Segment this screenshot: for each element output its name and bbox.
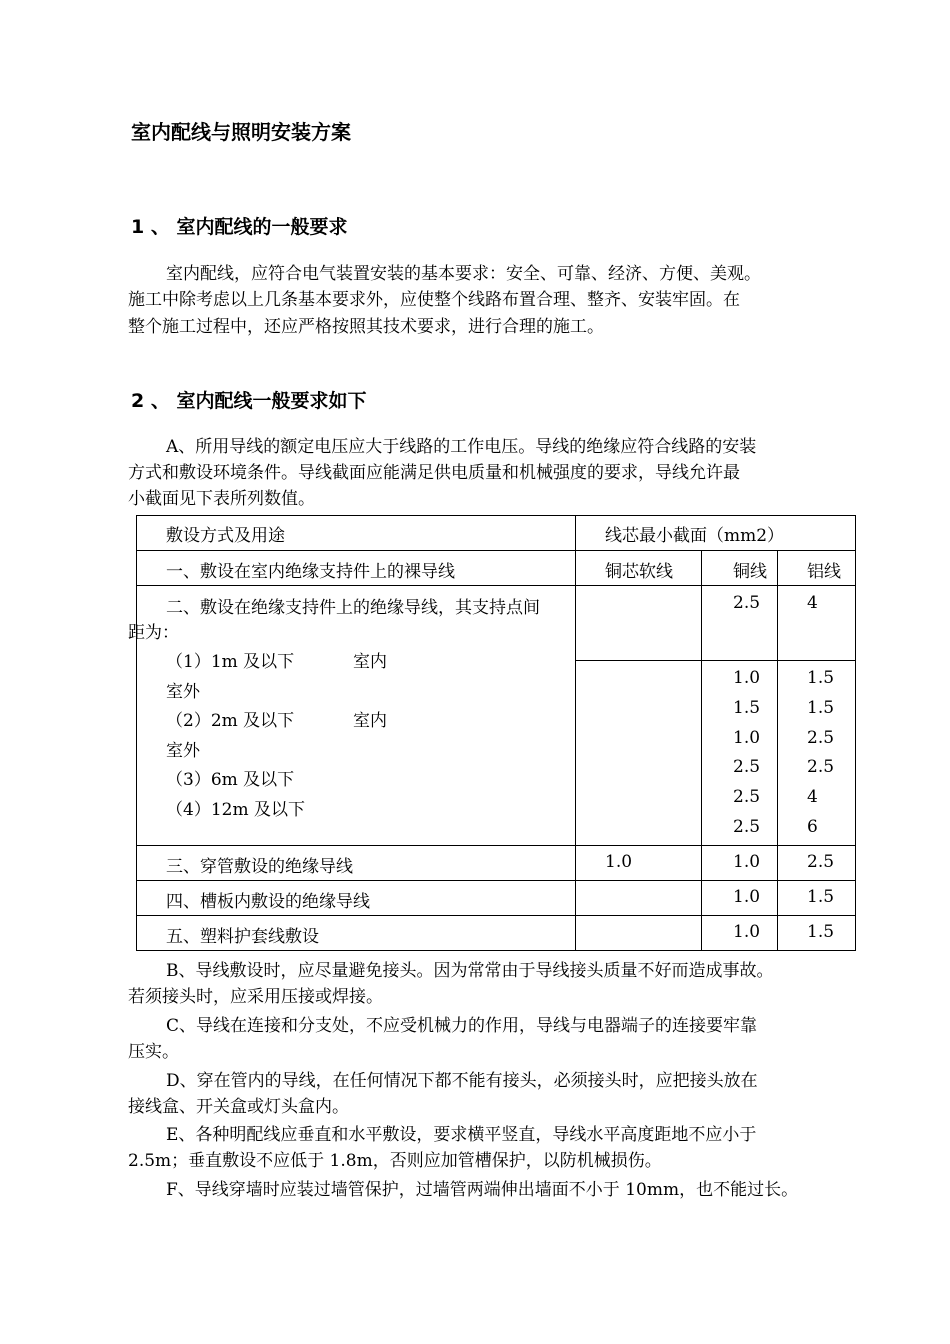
section-2-intro-line-2: 方式和敷设环境条件。导线截面应能满足供电质量和机械强度的要求，导线允许最 [128,463,740,483]
table-row-4-copper: 1.0 [733,887,761,907]
paragraph-d-line-1: D、穿在管内的导线，在任何情况下都不能有接头，必须接头时，应把接头放在 [166,1071,758,1091]
section-2-heading: 2 、 室内配线一般要求如下 [131,390,367,412]
paragraph-e-line-1: E、各种明配线应垂直和水平敷设，要求横平竖直，导线水平高度距地不应小于 [166,1125,757,1145]
document-title: 室内配线与照明安装方案 [131,120,351,144]
paragraph-c-line-2: 压实。 [128,1042,179,1062]
paragraph-d-line-2: 接线盒、开关盒或灯头盒内。 [128,1097,349,1117]
paragraph-b-line-1: B、导线敷设时，应尽量避免接头。因为常常由于导线接头质量不好而造成事故。 [166,961,774,981]
table-row-2-sub-2-outdoor: 室外 [166,741,200,761]
table-header-min-section: 线芯最小截面（mm2） [605,526,785,546]
section-1-line-3: 整个施工过程中，还应严格按照其技术要求，进行合理的施工。 [128,317,604,337]
table-row-2-label-line-2: 距为： [128,623,179,643]
table-rule [136,915,855,916]
paragraph-b-line-2: 若须接头时，应采用压接或焊接。 [128,987,383,1007]
table-row-3-copper: 1.0 [733,852,761,872]
table-row-3-label: 三、穿管敷设的绝缘导线 [166,857,353,877]
table-row-5-aluminum: 1.5 [807,922,835,942]
table-row-5-label: 五、塑料护套线敷设 [166,927,319,947]
paragraph-e-line-2: 2.5m；垂直敷设不应低于 1.8m，否则应加管槽保护，以防机械损伤。 [128,1151,662,1171]
table-header-aluminum: 铝线 [807,562,841,582]
table-row-4-aluminum: 1.5 [807,887,835,907]
table-rule [136,550,855,551]
table-row-2-copper-value: 2.5 [733,787,761,807]
table-border-top [136,515,855,516]
table-header-soft-copper: 铜芯软线 [605,562,673,582]
section-2-intro-line-3: 小截面见下表所列数值。 [128,489,315,509]
table-border-bottom [136,950,855,951]
table-rule [701,550,702,951]
table-row-2-copper-top: 2.5 [733,593,761,613]
table-row-2-sub-1-outdoor: 室外 [166,682,200,702]
table-row-2-copper-value: 2.5 [733,817,761,837]
table-row-2-aluminum-value: 1.5 [807,668,835,688]
table-row-2-sub-1-indoor: 室内 [353,652,387,672]
table-rule [136,585,855,586]
table-border-right [855,515,856,951]
table-row-2-aluminum-value: 1.5 [807,698,835,718]
table-row-2-aluminum-top: 4 [807,593,818,613]
table-row-2-sub-3: （3）6m 及以下 [166,770,295,790]
table-row-1-label: 一、敷设在室内绝缘支持件上的裸导线 [166,562,455,582]
table-border-left [136,515,137,951]
table-row-3-aluminum: 2.5 [807,852,835,872]
table-rule [136,845,855,846]
table-row-5-copper: 1.0 [733,922,761,942]
table-row-2-aluminum-value: 4 [807,787,818,807]
table-row-2-sub-2-indoor: 室内 [353,711,387,731]
table-row-2-sub-4: （4）12m 及以下 [166,800,305,820]
table-rule [575,660,855,661]
table-row-2-sub-1: （1）1m 及以下 [166,652,295,672]
table-row-2-copper-value: 1.0 [733,668,761,688]
paragraph-c-line-1: C、导线在连接和分支处，不应受机械力的作用，导线与电器端子的连接要牢靠 [166,1016,758,1036]
table-row-2-label-line-1: 二、敷设在绝缘支持件上的绝缘导线，其支持点间 [166,598,540,618]
section-1-line-1: 室内配线，应符合电气装置安装的基本要求：安全、可靠、经济、方便、美观。 [166,264,761,284]
table-rule [136,880,855,881]
table-row-2-aluminum-value: 2.5 [807,728,835,748]
table-row-2-aluminum-value: 2.5 [807,757,835,777]
table-row-2-sub-2: （2）2m 及以下 [166,711,295,731]
table-header-method: 敷设方式及用途 [166,526,285,546]
table-row-3-soft: 1.0 [605,852,633,872]
table-header-copper: 铜线 [733,562,767,582]
section-1-line-2: 施工中除考虑以上几条基本要求外，应使整个线路布置合理、整齐、安装牢固。在 [128,290,740,310]
table-row-2-copper-value: 1.5 [733,698,761,718]
table-rule [777,550,778,951]
table-row-2-aluminum-value: 6 [807,817,818,837]
table-row-2-copper-value: 1.0 [733,728,761,748]
table-rule [575,515,576,951]
table-row-2-copper-value: 2.5 [733,757,761,777]
section-1-heading: 1 、 室内配线的一般要求 [131,216,348,238]
table-row-4-label: 四、槽板内敷设的绝缘导线 [166,892,370,912]
section-2-intro-line-1: A、所用导线的额定电压应大于线路的工作电压。导线的绝缘应符合线路的安装 [166,437,757,457]
paragraph-f-line-1: F、导线穿墙时应装过墙管保护，过墙管两端伸出墙面不小于 10mm，也不能过长。 [166,1180,799,1200]
